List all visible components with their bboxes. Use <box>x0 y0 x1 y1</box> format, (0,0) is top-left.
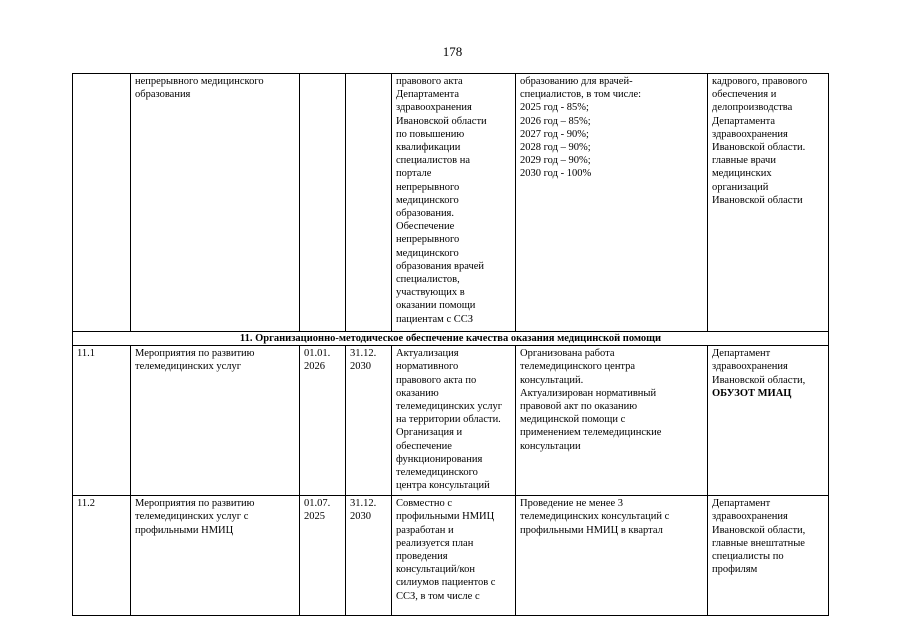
cell-text-line: образования <box>135 89 191 101</box>
cell-text-line: специалистов, в том числе: <box>520 89 642 101</box>
cell-text-line: профильными НМИЦ <box>396 511 495 523</box>
end-date-cell <box>346 74 392 332</box>
cell-text-line: образования врачей <box>396 260 485 272</box>
table-row <box>73 496 829 616</box>
cell-text-line: телемедицинских услуг с <box>135 511 249 523</box>
cell-text-line: центра консультаций <box>396 480 490 492</box>
cell-text-line: пациентам с ССЗ <box>396 313 473 325</box>
cell-text-line: Актуализация <box>396 348 459 360</box>
cell-text-line: реализуется план <box>396 537 474 549</box>
responsible-cell <box>708 346 829 496</box>
cell-text-line: Ивановской области <box>396 115 487 127</box>
cell-text-line: оказанию <box>396 387 439 399</box>
cell-text-line: профильными НМИЦ <box>135 524 234 536</box>
result-cell <box>516 346 708 496</box>
cell-text-line: 31.12. <box>350 348 377 360</box>
cell-text-line: Департамента <box>396 89 460 101</box>
cell-text-line: 2028 год – 90%; <box>520 142 591 154</box>
cell-text-line: силиумов пациентов с <box>396 577 496 589</box>
cell-text-line: 2030 <box>350 361 371 373</box>
cell-text-line: непрерывного <box>396 181 460 193</box>
cell-text-line: портале <box>396 168 432 180</box>
responsible-cell <box>708 496 829 616</box>
cell-text-line: телемедицинского <box>396 467 478 479</box>
cell-text-line: специалисты по <box>712 551 784 563</box>
cell-text-line: разработан и <box>396 524 454 536</box>
cell-text-line: телемедицинского центра <box>520 361 636 373</box>
start-date-cell <box>300 496 346 616</box>
cell-text-line: Ивановской области. <box>712 142 806 154</box>
cell-text-line: 2030 год - 100% <box>520 168 592 180</box>
cell-text-line: функционирования <box>396 453 483 465</box>
cell-text-line: здравоохранения <box>712 361 788 373</box>
cell-text-line: на территории области. <box>396 414 501 426</box>
cell-text-line: телемедицинских консультаций с <box>520 511 670 523</box>
cell-text-line: Актуализирован нормативный <box>520 387 657 399</box>
section-title: 11. Организационно-методическое обеспечение качества оказания медицинской помощи <box>73 332 829 346</box>
cell-text-line: главные врачи <box>712 155 776 167</box>
cell-text-line: непрерывного <box>396 234 460 246</box>
event-name-cell <box>131 496 300 616</box>
cell-text-line: непрерывного медицинского <box>135 76 264 87</box>
cell-text-line: медицинской помощи с <box>520 414 626 426</box>
cell-text-line: телемедицинских услуг <box>135 361 242 373</box>
cell-text-line: образованию для врачей- <box>520 76 633 87</box>
responsible-cell <box>708 74 829 332</box>
end-date-cell <box>346 346 392 496</box>
cell-text-line: Ивановской области, <box>712 524 806 536</box>
row-number-cell: 11.1 <box>73 346 131 496</box>
cell-text-line: Мероприятия по развитию <box>135 498 255 510</box>
cell-text-line: консультации <box>520 440 581 452</box>
cell-text-line: медицинского <box>396 247 459 259</box>
cell-text-line: применением телемедицинские <box>520 427 662 439</box>
cell-text-line: Департамент <box>712 348 771 360</box>
cell-text-line: обеспечения и <box>712 89 777 101</box>
cell-text-line: Мероприятия по развитию <box>135 348 255 360</box>
cell-text-line: 2027 год - 90%; <box>520 128 589 140</box>
plan-table <box>72 73 829 616</box>
cell-text-line: Ивановской области <box>712 194 803 206</box>
row-number-cell: 11.2 <box>73 496 131 616</box>
cell-text-line: организаций <box>712 181 769 193</box>
result-cell <box>516 74 708 332</box>
row-number-cell <box>73 74 131 332</box>
cell-text-line: 2025 год - 85%; <box>520 102 589 114</box>
cell-text-line: нормативного <box>396 361 459 373</box>
cell-text-line: Организована работа <box>520 348 615 360</box>
cell-text-line: профилям <box>712 564 758 576</box>
cell-text-line: 2025 <box>304 511 325 523</box>
start-date-cell <box>300 74 346 332</box>
cell-text-line: обеспечение <box>396 440 452 452</box>
cell-text-line: Обеспечение <box>396 221 455 233</box>
cell-text-line: 2026 <box>304 361 325 373</box>
cell-text-line: проведения <box>396 551 448 563</box>
cell-text-line: кадрового, правового <box>712 76 808 87</box>
cell-text-line: образования. <box>396 208 455 220</box>
cell-text-line: 01.07. <box>304 498 331 510</box>
measure-cell <box>392 496 516 616</box>
cell-text-line: 2026 год – 85%; <box>520 115 591 127</box>
cell-text-line: делопроизводства <box>712 102 793 114</box>
cell-text-line: профильными НМИЦ в квартал <box>520 524 663 536</box>
cell-text-line: специалистов на <box>396 155 471 167</box>
cell-text-line: телемедицинских услуг <box>396 401 503 413</box>
start-date-cell <box>300 346 346 496</box>
table-row <box>73 346 829 496</box>
cell-text-line: 31.12. <box>350 498 377 510</box>
cell-text-line: ОБУЗОТ МИАЦ <box>712 387 792 399</box>
cell-text-line: оказании помощи <box>396 300 476 312</box>
cell-text-line: Департамента <box>712 115 776 127</box>
measure-cell <box>392 74 516 332</box>
cell-text-line: здравоохранения <box>396 102 472 114</box>
cell-text-line: медицинского <box>396 194 459 206</box>
cell-text-line: по повышению <box>396 128 465 140</box>
cell-text-line: 2030 <box>350 511 371 523</box>
cell-text-line: правовой акт по оказанию <box>520 401 638 413</box>
cell-text-line: консультаций. <box>520 374 584 386</box>
event-name-cell <box>131 74 300 332</box>
cell-text-line: участвующих в <box>396 287 465 299</box>
cell-text-line: ССЗ, в том числе с <box>396 590 480 602</box>
cell-text-line: квалификации <box>396 142 461 154</box>
cell-text-line: правового акта по <box>396 374 477 386</box>
cell-text-line: Организация и <box>396 427 463 439</box>
page-number: 178 <box>442 44 463 59</box>
cell-text-line: Ивановской области, <box>712 374 806 386</box>
continuation-row <box>73 74 829 332</box>
cell-text-line: медицинских <box>712 168 772 180</box>
event-name-cell <box>131 346 300 496</box>
cell-text-line: 2029 год – 90%; <box>520 155 591 167</box>
cell-text-line: Проведение не менее 3 <box>520 498 624 510</box>
cell-text-line: Департамент <box>712 498 771 510</box>
cell-text-line: здравоохранения <box>712 511 788 523</box>
cell-text-line: здравоохранения <box>712 128 788 140</box>
end-date-cell <box>346 496 392 616</box>
cell-text-line: консультаций/кон <box>396 564 475 576</box>
section-row <box>73 332 829 346</box>
cell-text-line: Совместно с <box>396 498 453 510</box>
cell-text-line: правового акта <box>396 76 463 87</box>
cell-text-line: специалистов, <box>396 274 460 286</box>
cell-text-line: 01.01. <box>304 348 331 360</box>
cell-text-line: главные внештатные <box>712 537 805 549</box>
measure-cell <box>392 346 516 496</box>
result-cell <box>516 496 708 616</box>
